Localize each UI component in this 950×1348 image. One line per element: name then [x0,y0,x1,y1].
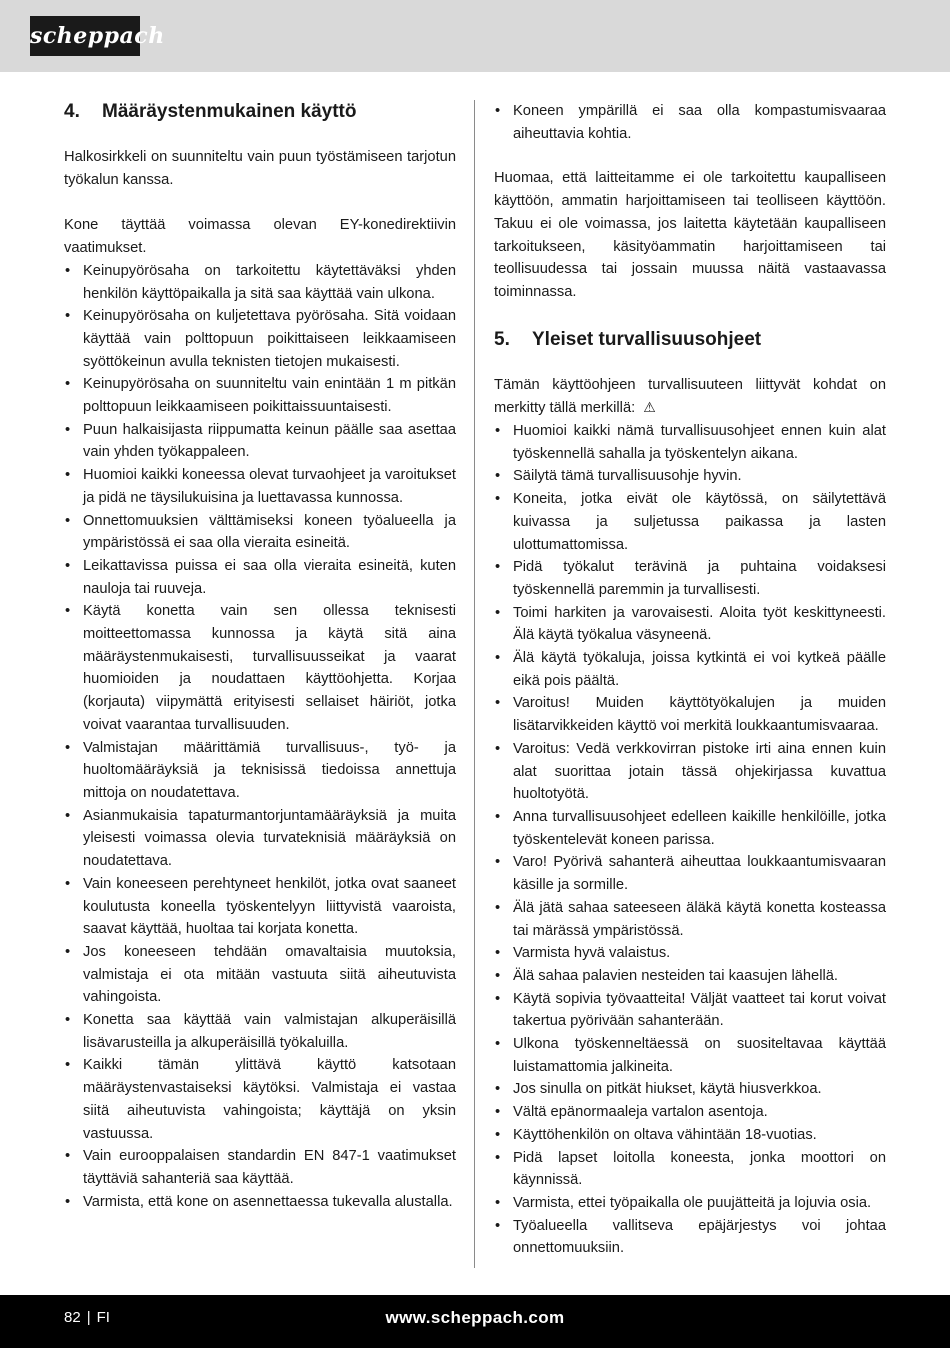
list-item: • Onnettomuuksien välttämiseksi koneen työalueella ja ympäristössä ei saa olla vieraita esineitä. [64,510,456,555]
intro-paragraph: Halkosirkkeli on suunniteltu vain puun työstämiseen tarjotun työkalun kanssa. [64,149,456,188]
list-item: • Varmista hyvä valaistus. [494,942,886,965]
list-item: • Käytä konetta vain sen ollessa teknisesti moitteettomassa kunnossa ja käytä sitä aina määräystenmukaisesti, turvallisuusseikat ja vaarat huomioiden ja noudattaen käyttöohjetta. Korjaa (korjauta) viipymättä erityisesti sellaiset häiriöt, jotka voivat vaarantaa turvallisuuden. [64,600,456,736]
brand-logo: scheppach [30,16,140,56]
list-item: • Käyttöhenkilön on oltava vähintään 18-vuotias. [494,1124,886,1147]
page-footer [0,1295,950,1348]
list-item: • Varoitus! Muiden käyttötyökalujen ja muiden lisätarvikkeiden käyttö voi merkitä loukkaantumisvaaraa. [494,692,886,737]
list-item: • Pidä lapset loitolla koneesta, jonka moottori on käynnissä. [494,1147,886,1192]
list-item: • Työalueella vallitseva epäjärjestys voi johtaa onnettomuuksiin. [494,1215,886,1260]
safety-intro-paragraph [494,374,886,420]
list-item: • Käytä sopivia työvaatteita! Väljät vaatteet tai korut voivat takertua pyörivään sahanterään. [494,988,886,1033]
list-item: • Leikattavissa puissa ei saa olla vieraita esineitä, kuten nauloja tai ruuveja. [64,555,456,600]
list-item: • Anna turvallisuusohjeet edelleen kaikille henkilöille, jotka työskentelevät koneen parissa. [494,806,886,851]
list-item: • Huomioi kaikki nämä turvallisuusohjeet ennen kuin alat työskennellä sahalla ja työskentelyn aikana. [494,420,886,465]
warning-triangle-icon: ⚠ [643,399,656,416]
left-column [64,100,456,1213]
list-item: • Varmista, että kone on asennettaessa tukevalla alustalla. [64,1191,456,1214]
section-4-heading [64,100,456,124]
list-item: • Pidä työkalut terävinä ja puhtaina voidaksesi työskennellä paremmin ja turvallisesti. [494,556,886,601]
list-item: • Varmista, ettei työpaikalla ole puujätteitä ja lojuvia osia. [494,1192,886,1215]
list-item: • Konetta saa käyttää vain valmistajan alkuperäisillä lisävarusteilla ja alkuperäisillä työkaluilla. [64,1009,456,1054]
list-item: • Valmistajan määrittämiä turvallisuus-, työ- ja huoltomääräyksiä ja teknisissä tiedoissa annettuja mittoja on noudatettava. [64,737,456,805]
section-number: 5. [494,328,510,350]
list-item: • Koneen ympärillä ei saa olla kompastumisvaaraa aiheuttavia kohtia. [494,100,886,145]
language-code: FI [96,1309,110,1326]
website-link[interactable]: www.scheppach.com [385,1308,565,1327]
list-item: • Koneita, jotka eivät ole käytössä, on säilytettävä kuivassa ja suljetussa paikassa ja lasten ulottumattomissa. [494,488,886,556]
list-item: • Keinupyörösaha on tarkoitettu käytettäväksi yhden henkilön käyttöpaikalla ja sitä saa käyttää vain ulkona. [64,260,456,305]
list-item: • Varoitus: Vedä verkkovirran pistoke irti aina ennen kuin alat suorittaa jotain tässä ohjekirjassa kuvattua huoltotyötä. [494,738,886,806]
page-header [0,0,950,72]
directive-paragraph: Kone täyttää voimassa olevan EY-konedirektiivin vaatimukset. [64,217,456,257]
list-item: • Älä jätä sahaa sateeseen äläkä käytä konetta kosteassa tai märässä ympäristössä. [494,897,886,942]
list-item: • Älä käytä työkaluja, joissa kytkintä ei voi kytkeä päälle eikä pois päältä. [494,647,886,692]
page-number: 82 [64,1309,81,1326]
continued-list [494,100,886,145]
section-title: Määräystenmukainen käyttö [102,101,357,122]
list-item: • Huomioi kaikki koneessa olevat turvaohjeet ja varoitukset ja pidä ne täysilukuisina ja luettavassa kunnossa. [64,464,456,509]
intended-use-list [64,260,456,1214]
commercial-use-note: Huomaa, että laitteitamme ei ole tarkoitettu kaupalliseen käyttöön, ammatin harjoittamiseen tai teolliseen käyttöön. Takuu ei ole voimassa, jos laitetta käytetään kaupalliseen tarkoitukseen, käsityöammatin harjoittamiseen tai teollisuudessa tai jossain muussa näitä vastaavassa toiminnassa. [494,170,886,300]
list-item: • Jos koneeseen tehdään omavaltaisia muutoksia, valmistaja ei ota mitään vastuuta siitä aiheutuvista vahingoista. [64,941,456,1009]
list-item: • Säilytä tämä turvallisuusohje hyvin. [494,465,886,488]
list-item: • Puun halkaisijasta riippumatta keinun päälle saa asettaa vain yhden työkappaleen. [64,419,456,464]
list-item: • Älä sahaa palavien nesteiden tai kaasujen lähellä. [494,965,886,988]
list-item: • Vain koneeseen perehtyneet henkilöt, jotka ovat saaneet koulutusta koneella työskentelyyn liittyvistä vaaroista, saavat käyttää, huoltaa tai korjata konetta. [64,873,456,941]
right-column [494,100,886,1260]
list-item: • Keinupyörösaha on kuljetettava pyörösaha. Sitä voidaan käyttää vain polttopuun poikittaiseen leikkaamiseen syöttökeinun avulla teknisten tietojen mukaisesti. [64,305,456,373]
section-number: 4. [64,101,80,122]
list-item: • Vain eurooppalaisen standardin EN 847-1 vaatimukset täyttäviä sahanteriä saa käyttää. [64,1145,456,1190]
list-item: • Vältä epänormaaleja vartalon asentoja. [494,1101,886,1124]
safety-intro-text: Tämän käyttöohjeen turvallisuuteen liittyvät kohdat on merkitty tällä merkillä: [494,376,886,417]
safety-instructions-list [494,420,886,1260]
list-item: • Varo! Pyörivä sahanterä aiheuttaa loukkaantumisvaaran käsille ja sormille. [494,851,886,896]
list-item: • Kaikki tämän ylittävä käyttö katsotaan määräystenvastaiseksi käytöksi. Valmistaja ei vastaa siitä aiheutuvista vahingoista; käyttäjä on yksin vastuussa. [64,1054,456,1145]
section-title: Yleiset turvallisuusohjeet [532,328,762,350]
list-item: • Jos sinulla on pitkät hiukset, käytä hiusverkkoa. [494,1078,886,1101]
list-item: • Asianmukaisia tapaturmantorjuntamääräyksiä ja muita yleisesti voimassa olevia turvateknisiä määräyksiä on noudatettava. [64,805,456,873]
list-item: • Toimi harkiten ja varovaisesti. Aloita työt keskittyneesti. Älä käytä työkalua väsyneenä. [494,602,886,647]
section-5-heading [494,328,886,352]
column-divider [474,100,475,1268]
list-item: • Ulkona työskenneltäessä on suositeltavaa käyttää luistamattomia jalkineita. [494,1033,886,1078]
page-separator: | [86,1309,91,1326]
list-item: • Keinupyörösaha on suunniteltu vain enintään 1 m pitkän polttopuun leikkaamiseen poikittaissuuntaisesti. [64,373,456,418]
